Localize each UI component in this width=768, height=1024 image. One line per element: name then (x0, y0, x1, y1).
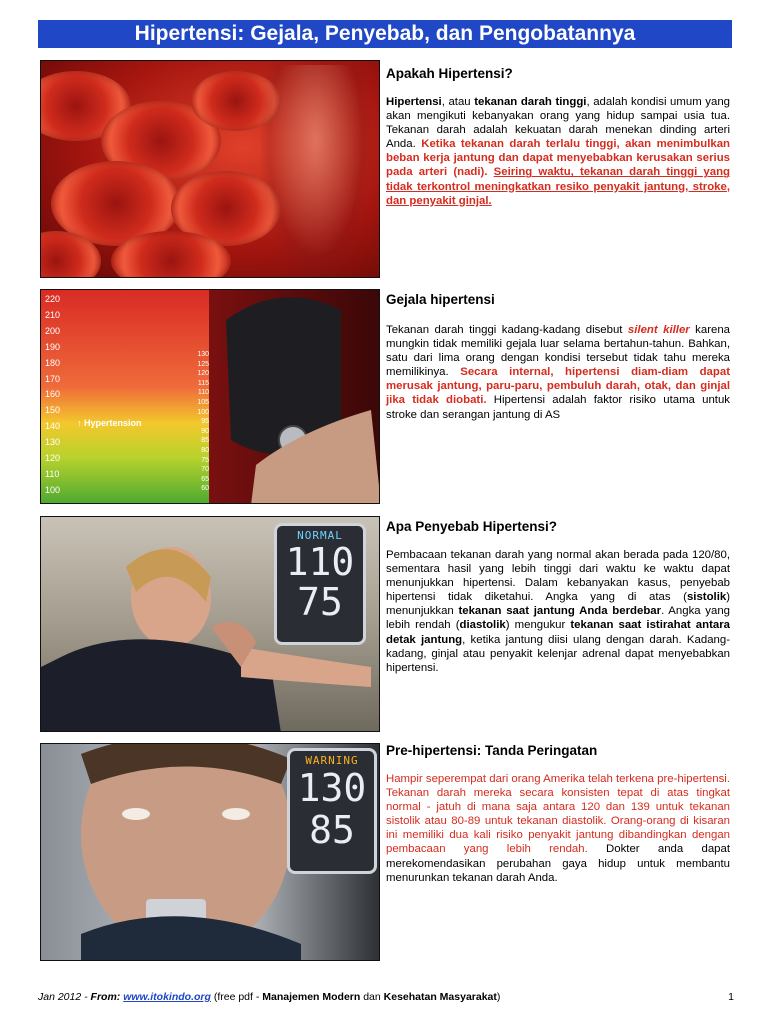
systolic-readout: 130 (297, 766, 367, 810)
scale-tick-right: 80 (201, 446, 209, 454)
woman-bp-image (40, 516, 380, 732)
section-penyebab (386, 519, 730, 675)
section-title: Apakah Hipertensi? (386, 66, 513, 81)
scale-tick-left: 170 (45, 373, 61, 384)
section-paragraph: Hampir seperempat dari orang Amerika telah terkena pre-hipertensi. Tekanan darah mereka secara konsisten tepat di atas tingkat normal - jatuh di mana saja antara 120 dan 139 untuk tekanan sistolik atau 80-89 untuk tekanan diastolik. Orang-orang di kisaran ini memiliki dua kali risiko penyakit jantung dibandingkan dengan pembacaan yang lebih rendah. Dokter anda dapat merekomendasikan perubahan gaya hidup untuk membantu menurunkan tekanan darah Anda. (386, 773, 730, 884)
scale-tick-right: 70 (201, 466, 209, 474)
scale-tick-left: 130 (45, 437, 61, 448)
scale-tick-left: 160 (45, 389, 61, 400)
scale-tick-right: 100 (197, 408, 209, 416)
footer-kesehatan: Kesehatan Masyarakat (383, 991, 497, 1003)
section-paragraph: Pembacaan tekanan darah yang normal akan berada pada 120/80, sementara hasil yang lebih tinggi dari waktu ke waktu dapat menunjukkan hipertensi. Dalam kebanyakan kasus, penyebab hipertensi tidak diketahui. Angka yang di atas (sistolik) menunjukkan tekanan saat jantung Anda berdebar. Angka yang lebih rendah (diastolik) mengukur tekanan saat istirahat antara detak jantung, ketika jantung diisi ulang dengan darah. Kadang-kadang, ginjal atau penyakit kelenjar adrenal dapat menyebabkan hipertensi. (386, 549, 731, 674)
scale-tick-left: 100 (45, 484, 61, 495)
human-figure (261, 65, 371, 278)
section-title: Apa Penyebab Hipertensi? (386, 519, 558, 534)
scale-tick-right: 115 (197, 379, 209, 387)
scale-tick-left: 210 (45, 309, 61, 320)
diastolic-readout: 85 (309, 808, 355, 852)
scale-tick-right: 75 (201, 456, 209, 464)
systolic-readout: 110 (285, 540, 355, 584)
scale-tick-right: 60 (201, 485, 209, 493)
monitor-status-tag: WARNING (305, 754, 359, 767)
footer-from: From: (90, 991, 124, 1003)
footer-close: ) (496, 991, 501, 1003)
footer-date: Jan 2012 - (38, 991, 91, 1003)
monitor-status-tag: NORMAL (297, 529, 343, 542)
scale-tick-right: 130 (197, 351, 209, 358)
section-title: Gejala hipertensi (386, 292, 495, 307)
footer-dan: dan (360, 991, 384, 1003)
blood-pressure-chart-image (40, 289, 380, 504)
footer-mgmt: Manajemen Modern (262, 991, 361, 1003)
scale-tick-left: 120 (45, 453, 61, 464)
bp-monitor-warning (287, 748, 377, 874)
scale-tick-right: 105 (197, 398, 209, 406)
scale-ticks-right (189, 350, 209, 494)
blood-cells-image (40, 60, 380, 278)
section-paragraph: Hipertensi, atau tekanan darah tinggi, adalah kondisi umum yang akan mengikuti kebanyakan orang yang hidup sampai usia tua. Tekanan darah adalah kekuatan darah menekan dinding arteri Anda. Ketika tekanan darah terlalu tinggi, akan menimbulkan beban kerja jantung dan dapat menyebabkan kerusakan serius pada arteri (nadi). Seiring waktu, tekanan darah tinggi yang tidak terkontrol meningkatkan resiko penyakit jantung, stroke, dan penyakit ginjal. (386, 96, 731, 207)
scale-ticks-left (45, 292, 60, 499)
bp-scale-graphic (41, 290, 380, 504)
scale-tick-right: 120 (197, 370, 209, 378)
scale-tick-left: 190 (45, 341, 61, 352)
page-title: Hipertensi: Gejala, Penyebab, dan Pengobatannya (38, 20, 732, 48)
scale-tick-left: 220 (45, 294, 61, 304)
section-gejala (386, 292, 730, 422)
scale-tick-right: 95 (201, 418, 209, 426)
scale-tick-right: 85 (201, 437, 209, 445)
scale-tick-left: 180 (45, 357, 61, 368)
scale-tick-right: 65 (201, 475, 209, 483)
section-apakah (386, 66, 730, 208)
footer-link[interactable]: www.itokindo.org (123, 991, 211, 1003)
scale-tick-left: 200 (45, 325, 61, 336)
section-title: Pre-hipertensi: Tanda Peringatan (386, 743, 598, 758)
section-paragraph: Tekanan darah tinggi kadang-kadang disebut silent killer karena mungkin tidak memiliki gejala luar selama bertahun-tahun. Bahkan, satu dari lima orang dengan kondisi tersebut tidak tahu mereka memilikinya. Secara internal, hipertensi diam-diam dapat merusak jantung, paru-paru, pembuluh darah, otak, dan ginjal jika tidak diobati. Hipertensi adalah faktor risiko utama untuk stroke dan serangan jantung di AS (386, 324, 730, 421)
page-number: 1 (728, 991, 734, 1003)
scale-tick-right: 125 (197, 360, 209, 368)
footer-mid: (free pdf - (210, 991, 263, 1003)
hypertension-label: ↑ Hypertension (77, 418, 142, 428)
bp-monitor-normal (274, 523, 366, 645)
diastolic-readout: 75 (297, 580, 343, 624)
section-prehipertensi (386, 743, 730, 885)
scale-tick-right: 90 (201, 427, 209, 435)
man-whistle-image (40, 743, 380, 961)
scale-tick-left: 150 (45, 405, 61, 416)
scale-tick-left: 140 (45, 421, 61, 432)
scale-tick-right: 110 (197, 389, 209, 397)
scale-tick-left: 110 (45, 468, 60, 479)
page-footer (38, 991, 734, 1003)
